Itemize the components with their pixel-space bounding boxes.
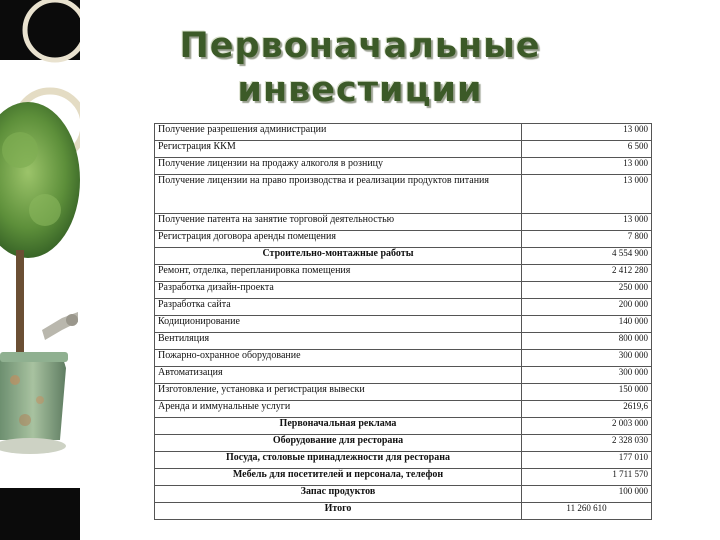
- table-row: [155, 452, 652, 469]
- item-value: 140 000: [522, 316, 652, 333]
- item-value: 13 000: [522, 124, 652, 141]
- item-value: 800 000: [522, 333, 652, 350]
- item-name: Вентиляция: [155, 333, 522, 350]
- item-name: Регистрация ККМ: [155, 141, 522, 158]
- investment-table: [154, 123, 652, 520]
- item-value: 300 000: [522, 350, 652, 367]
- item-name: Ремонт, отделка, перепланировка помещения: [155, 265, 522, 282]
- table-row: [155, 265, 652, 282]
- item-value: 2 412 280: [522, 265, 652, 282]
- item-value: 2619,6: [522, 401, 652, 418]
- item-value: 7 800: [522, 231, 652, 248]
- plant-illustration: [0, 0, 80, 540]
- section-name: Посуда, столовые принадлежности для ресторана: [155, 452, 522, 469]
- item-name: Регистрация договора аренды помещения: [155, 231, 522, 248]
- decorative-plant-image: [0, 0, 80, 540]
- section-value: 4 554 900: [522, 248, 652, 265]
- item-name: Разработка дизайн-проекта: [155, 282, 522, 299]
- section-value: 2 003 000: [522, 418, 652, 435]
- table-row: [155, 435, 652, 452]
- table-row: [155, 214, 652, 231]
- item-name: Получение патента на занятие торговой деятельностью: [155, 214, 522, 231]
- table-row-total: [155, 503, 652, 520]
- item-name: Получение лицензии на право производства и реализации продуктов питания: [155, 175, 522, 214]
- item-name: Автоматизация: [155, 367, 522, 384]
- table-row: [155, 384, 652, 401]
- section-name: Мебель для посетителей и персонала, телефон: [155, 469, 522, 486]
- item-value: 13 000: [522, 158, 652, 175]
- table-row: [155, 401, 652, 418]
- table-row: [155, 282, 652, 299]
- item-value: 150 000: [522, 384, 652, 401]
- section-value: 100 000: [522, 486, 652, 503]
- item-value: 300 000: [522, 367, 652, 384]
- item-name: Разработка сайта: [155, 299, 522, 316]
- table-row: [155, 469, 652, 486]
- section-name: Запас продуктов: [155, 486, 522, 503]
- page-title-line-2: инвестиции: [237, 70, 483, 110]
- item-name: Изготовление, установка и регистрация вывески: [155, 384, 522, 401]
- page-title-line-1: Первоначальные: [179, 26, 541, 66]
- item-value: 13 000: [522, 214, 652, 231]
- section-name: Оборудование для ресторана: [155, 435, 522, 452]
- section-value: 177 010: [522, 452, 652, 469]
- table-row: [155, 124, 652, 141]
- total-label: Итого: [155, 503, 522, 520]
- table-row: [155, 333, 652, 350]
- section-value: 2 328 030: [522, 435, 652, 452]
- item-name: Получение лицензии на продажу алкоголя в розницу: [155, 158, 522, 175]
- table-row: [155, 141, 652, 158]
- table-row: [155, 175, 652, 214]
- item-value: 250 000: [522, 282, 652, 299]
- section-name: Строительно-монтажные работы: [155, 248, 522, 265]
- table-row: [155, 299, 652, 316]
- section-value: 1 711 570: [522, 469, 652, 486]
- table-row: [155, 316, 652, 333]
- table-row: [155, 231, 652, 248]
- item-value: 6 500: [522, 141, 652, 158]
- item-value: 13 000: [522, 175, 652, 214]
- item-name: Пожарно-охранное оборудование: [155, 350, 522, 367]
- item-name: Кодиционирование: [155, 316, 522, 333]
- table-row: [155, 158, 652, 175]
- section-name: Первоначальная реклама: [155, 418, 522, 435]
- table-row: [155, 248, 652, 265]
- item-value: 200 000: [522, 299, 652, 316]
- total-value: 11 260 610: [522, 503, 652, 520]
- table-row: [155, 350, 652, 367]
- page-title: [150, 24, 570, 112]
- item-name: Получение разрешения администрации: [155, 124, 522, 141]
- item-name: Аренда и иммунальные услуги: [155, 401, 522, 418]
- table-row: [155, 367, 652, 384]
- table-row: [155, 486, 652, 503]
- table-row: [155, 418, 652, 435]
